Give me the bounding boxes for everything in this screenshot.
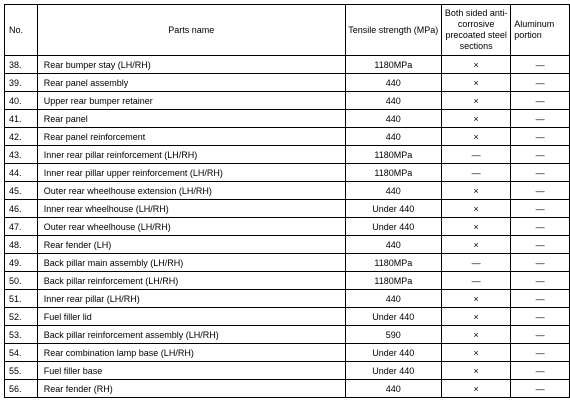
table-row xyxy=(5,326,570,344)
cell-no: 46. xyxy=(5,200,38,218)
cell-no: 52. xyxy=(5,308,38,326)
table-row xyxy=(5,128,570,146)
cell-part-name: Inner rear pillar reinforcement (LH/RH) xyxy=(37,146,345,164)
parts-table xyxy=(4,4,570,398)
cell-tensile-strength: 440 xyxy=(345,92,441,110)
header-both-sided: Both sided anti-corrosive precoated steel sections xyxy=(441,5,510,56)
cell-tensile-strength: 1180MPa xyxy=(345,254,441,272)
cell-both-sided: × xyxy=(441,182,510,200)
cell-no: 49. xyxy=(5,254,38,272)
cell-aluminum: — xyxy=(511,110,570,128)
cell-tensile-strength: 1180MPa xyxy=(345,272,441,290)
cell-part-name: Fuel filler lid xyxy=(37,308,345,326)
table-row xyxy=(5,164,570,182)
cell-part-name: Rear combination lamp base (LH/RH) xyxy=(37,344,345,362)
cell-aluminum: — xyxy=(511,200,570,218)
cell-tensile-strength: Under 440 xyxy=(345,362,441,380)
cell-aluminum: — xyxy=(511,146,570,164)
cell-both-sided: × xyxy=(441,56,510,74)
cell-no: 45. xyxy=(5,182,38,200)
cell-no: 55. xyxy=(5,362,38,380)
cell-tensile-strength: 1180MPa xyxy=(345,164,441,182)
header-row xyxy=(5,5,570,56)
cell-both-sided: × xyxy=(441,308,510,326)
cell-tensile-strength: 590 xyxy=(345,326,441,344)
table-row xyxy=(5,380,570,398)
cell-both-sided: — xyxy=(441,254,510,272)
table-row xyxy=(5,182,570,200)
cell-no: 44. xyxy=(5,164,38,182)
cell-aluminum: — xyxy=(511,236,570,254)
cell-no: 54. xyxy=(5,344,38,362)
cell-no: 56. xyxy=(5,380,38,398)
cell-aluminum: — xyxy=(511,218,570,236)
cell-tensile-strength: 1180MPa xyxy=(345,56,441,74)
cell-both-sided: — xyxy=(441,164,510,182)
cell-both-sided: × xyxy=(441,362,510,380)
header-no: No. xyxy=(5,5,38,56)
table-body xyxy=(5,56,570,398)
header-tensile-strength: Tensile strength (MPa) xyxy=(345,5,441,56)
cell-part-name: Rear panel assembly xyxy=(37,74,345,92)
cell-both-sided: × xyxy=(441,236,510,254)
cell-no: 53. xyxy=(5,326,38,344)
table-row xyxy=(5,56,570,74)
cell-tensile-strength: 440 xyxy=(345,380,441,398)
cell-part-name: Fuel filler base xyxy=(37,362,345,380)
table-row xyxy=(5,308,570,326)
cell-both-sided: × xyxy=(441,74,510,92)
cell-both-sided: × xyxy=(441,344,510,362)
cell-tensile-strength: Under 440 xyxy=(345,218,441,236)
cell-both-sided: × xyxy=(441,326,510,344)
cell-both-sided: — xyxy=(441,272,510,290)
cell-aluminum: — xyxy=(511,128,570,146)
cell-no: 48. xyxy=(5,236,38,254)
table-row xyxy=(5,218,570,236)
cell-aluminum: — xyxy=(511,56,570,74)
cell-tensile-strength: 440 xyxy=(345,128,441,146)
cell-no: 50. xyxy=(5,272,38,290)
cell-no: 51. xyxy=(5,290,38,308)
cell-aluminum: — xyxy=(511,344,570,362)
table-row xyxy=(5,362,570,380)
cell-aluminum: — xyxy=(511,272,570,290)
cell-part-name: Inner rear pillar (LH/RH) xyxy=(37,290,345,308)
cell-tensile-strength: Under 440 xyxy=(345,344,441,362)
cell-both-sided: × xyxy=(441,218,510,236)
table-row xyxy=(5,92,570,110)
table-row xyxy=(5,146,570,164)
cell-both-sided: × xyxy=(441,128,510,146)
cell-aluminum: — xyxy=(511,290,570,308)
cell-aluminum: — xyxy=(511,362,570,380)
cell-aluminum: — xyxy=(511,326,570,344)
cell-tensile-strength: 440 xyxy=(345,74,441,92)
cell-part-name: Back pillar reinforcement assembly (LH/RH) xyxy=(37,326,345,344)
header-parts-name: Parts name xyxy=(37,5,345,56)
cell-both-sided: × xyxy=(441,290,510,308)
cell-no: 42. xyxy=(5,128,38,146)
cell-both-sided: — xyxy=(441,146,510,164)
cell-both-sided: × xyxy=(441,110,510,128)
cell-part-name: Back pillar main assembly (LH/RH) xyxy=(37,254,345,272)
cell-part-name: Rear fender (LH) xyxy=(37,236,345,254)
cell-tensile-strength: 440 xyxy=(345,290,441,308)
cell-no: 40. xyxy=(5,92,38,110)
cell-aluminum: — xyxy=(511,92,570,110)
cell-aluminum: — xyxy=(511,254,570,272)
table-row xyxy=(5,254,570,272)
cell-aluminum: — xyxy=(511,164,570,182)
cell-no: 38. xyxy=(5,56,38,74)
cell-tensile-strength: 440 xyxy=(345,110,441,128)
cell-no: 39. xyxy=(5,74,38,92)
cell-aluminum: — xyxy=(511,182,570,200)
cell-part-name: Inner rear wheelhouse (LH/RH) xyxy=(37,200,345,218)
cell-part-name: Outer rear wheelhouse (LH/RH) xyxy=(37,218,345,236)
table-row xyxy=(5,74,570,92)
cell-aluminum: — xyxy=(511,308,570,326)
cell-aluminum: — xyxy=(511,74,570,92)
header-aluminum: Aluminum portion xyxy=(511,5,570,56)
table-row xyxy=(5,110,570,128)
cell-part-name: Rear bumper stay (LH/RH) xyxy=(37,56,345,74)
cell-no: 47. xyxy=(5,218,38,236)
cell-both-sided: × xyxy=(441,200,510,218)
cell-tensile-strength: Under 440 xyxy=(345,308,441,326)
cell-part-name: Upper rear bumper retainer xyxy=(37,92,345,110)
cell-both-sided: × xyxy=(441,92,510,110)
cell-part-name: Rear panel xyxy=(37,110,345,128)
cell-part-name: Rear panel reinforcement xyxy=(37,128,345,146)
cell-tensile-strength: 440 xyxy=(345,182,441,200)
table-row xyxy=(5,236,570,254)
cell-tensile-strength: 1180MPa xyxy=(345,146,441,164)
table-row xyxy=(5,272,570,290)
cell-no: 41. xyxy=(5,110,38,128)
cell-both-sided: × xyxy=(441,380,510,398)
table-row xyxy=(5,290,570,308)
cell-no: 43. xyxy=(5,146,38,164)
cell-aluminum: — xyxy=(511,380,570,398)
cell-part-name: Inner rear pillar upper reinforcement (LH/RH) xyxy=(37,164,345,182)
cell-part-name: Rear fender (RH) xyxy=(37,380,345,398)
cell-part-name: Back pillar reinforcement (LH/RH) xyxy=(37,272,345,290)
cell-tensile-strength: 440 xyxy=(345,236,441,254)
cell-part-name: Outer rear wheelhouse extension (LH/RH) xyxy=(37,182,345,200)
table-row xyxy=(5,344,570,362)
table-row xyxy=(5,200,570,218)
cell-tensile-strength: Under 440 xyxy=(345,200,441,218)
